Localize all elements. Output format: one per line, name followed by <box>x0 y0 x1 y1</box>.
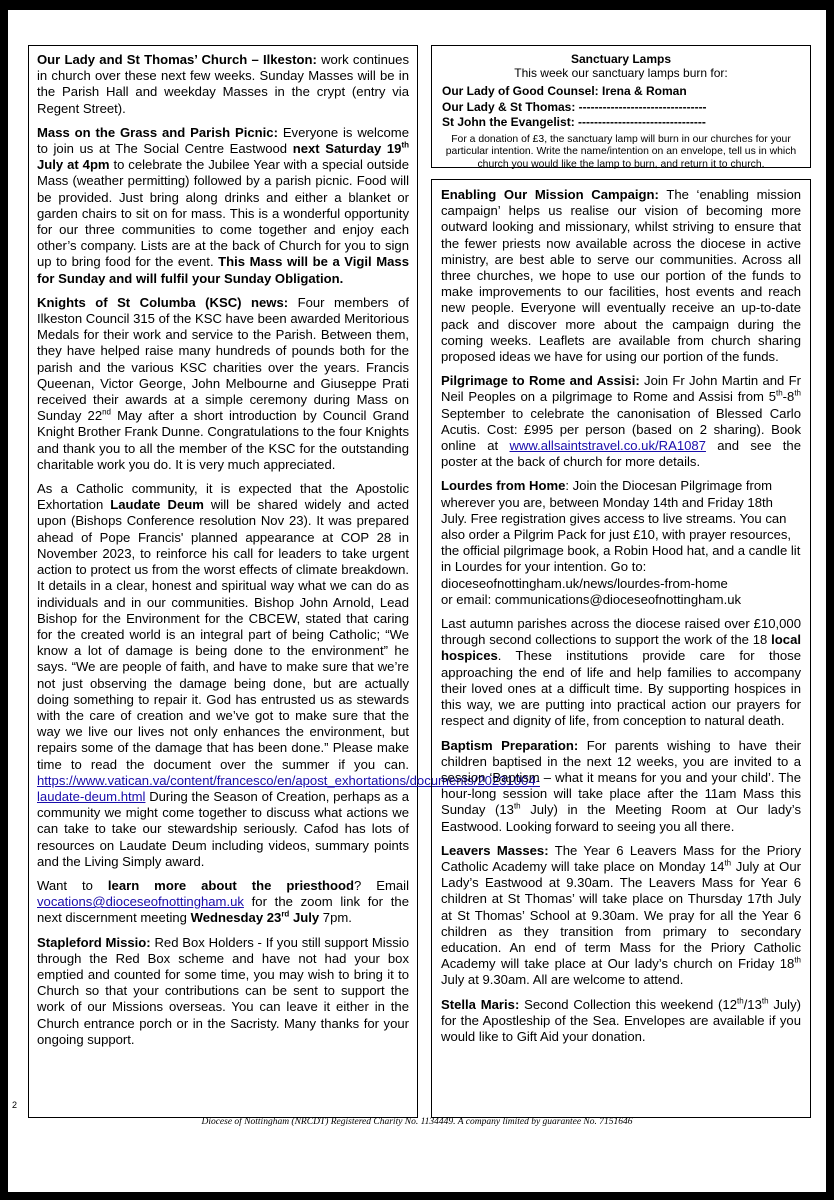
stella-maris-notice: Stella Maris: Second Collection this weekend (12th/13th July) for the Apostleship of the Sea. Envelopes are available if you would like to Gift Aid your donation. <box>441 996 801 1044</box>
sanctuary-lamps-title: Sanctuary Lamps <box>570 52 672 66</box>
lamp-row: St John the Evangelist: -------------------------------- <box>442 115 706 129</box>
right-column <box>431 179 811 1118</box>
page-number: 2 <box>12 1100 18 1110</box>
vocations-email-link[interactable]: vocations@dioceseofnottingham.uk <box>37 894 244 910</box>
charity-footer: Diocese of Nottingham (NRCDT) Registered Charity No. 1134449. A company limited by guarantee No. 7151646 <box>201 1117 633 1127</box>
sanctuary-lamps-subtitle: This week our sanctuary lamps burn for: <box>514 66 728 80</box>
stapleford-missio-notice: Stapleford Missio: Red Box Holders - If you still support Missio through the Red Box scheme and have not had your box emptied and counted for some time, you may wish to bring it to Church so that your contributions can be sent to support the work of our Missions overseas. You can leave it either in the Church entrance porch or in the Sacristy. Many thanks for your ongoing support. <box>37 934 409 1047</box>
ilkeston-church-notice: Our Lady and St Thomas’ Church – Ilkeston: work continues in church over these next few weeks. Sunday Masses will be in the Parish Hall and weekday Masses in the crypt (entry via Regent Street). <box>37 52 409 116</box>
mass-on-the-grass-notice: Mass on the Grass and Parish Picnic: Everyone is welcome to join us at The Social Centre Eastwood next Saturday 19th July at 4pm to celebrate the Jubilee Year with a special outside Mass (weather permitting) followed by a parish picnic. Food will be provided. Just bring along drinks and either a blanket or garden chairs to sit on for mass. This is a wonderful opportunity for our three communities to come together and enjoy each other’s company. Lists are at the back of Church for you to sign up to bring food for the event. This Mass will be a Vigil Mass for Sunday and will fulfil your Sunday Obligation. <box>37 124 410 286</box>
priesthood-notice: Want to learn more about the priesthood? Email vocations@dioceseofnottingham.uk for the zoom link for the next discernment meeting Wednesday 23rd July 7pm. <box>37 877 409 926</box>
left-column <box>28 45 540 1118</box>
newsletter-page <box>8 10 826 1192</box>
lourdes-notice: Lourdes from Home: Join the Diocesan Pilgrimage from wherever you are, between Monday 14th and Friday 18th July. Free registration gives access to live streams. You can also order a Pilgrim Pack for just £10, with prayer resources, the official pilgrimage book, a Robin Hood hat, and a candle lit in Lourdes for your intention. Go to: dioceseofnottingham.uk/news/lourdes-from-home or email: communications@dioceseofnottingham.uk <box>441 478 801 607</box>
laudate-deum-notice: As a Catholic community, it is expected that the Apostolic Exhortation Laudate Deum will be shared widely and acted upon (Bishops Conference resolution Nov 23). It was prepared ahead of Pope Francis' planned appearance at COP 28 in November 2023, to reinforce his call for leaders to take urgent action to protect us from the worst effects of climate breakdown. It details in a clear, honest and spiritual way what we can do as individuals and in our communities. Bishop John Arnold, Lead Bishop for the Environment for the CBCEW, stated that caring for the created world is an integral part of being Catholic; “We know a lot of damage is being done to the environment” he says. “We are people of faith, and have to make sure that we’re not just observing the damage being done, but are actually doing something to repair it. God has entrusted us as stewards with the care of creation and we’ve got to make sure that the way we live our lives not only enhances the environment, but repairs some of the damage that has been done.” Please make time to read the document over the summer if you can. https://www.vatican.va/content/francesco/en/apost_exhortations/documents/20231004-laudate-deum.html During the Season of Creation, perhaps as a community we might come together to discuss what actions we can take to take our stewardship seriously. Cafod has lots of resources on Laudate Deum including videos, summary points and the Living Simply award. <box>37 481 540 869</box>
pilgrimage-notice: Pilgrimage to Rome and Assisi: Join Fr John Martin and Fr Neil Peoples on a pilgrimage to Rome and Assisi from 5th-8th September to celebrate the canonisation of Blessed Carlo Acutis. Cost: £995 per person (based on 2 sharing). Book online at www.allsaintstravel.co.uk/RA1087 and see the poster at the back of church for more details. <box>441 373 801 470</box>
laudate-deum-link[interactable]: https://www.vatican.va/content/francesco/en/apost_exhortations/documents/20231004-laudate-deum.html <box>37 772 540 804</box>
hospices-notice: Last autumn parishes across the diocese raised over £10,000 through second collections to support the work of the 18 local hospices. These institutions provide care for those approaching the end of life and help families to accompany their loved ones at a difficult time. By supporting hospices in this way, we are putting into practical action our prayers for respect and dignity of life, from conception to natural death. <box>441 616 801 729</box>
sanctuary-lamps-box <box>431 45 811 168</box>
allsaints-travel-link[interactable]: www.allsaintstravel.co.uk/RA1087 <box>509 438 706 454</box>
baptism-notice: Baptism Preparation: For parents wishing to have their children baptised in the next 12 weeks, you are invited to a session ‘Baptism – what it means for you and your child’. The hour-long session will take place after the 11am Mass this Sunday (13th July) in the Meeting Room at Our lady’s Eastwood. Looking forward to seeing you all there. <box>441 737 802 834</box>
leavers-masses-notice: Leavers Masses: The Year 6 Leavers Mass for the Priory Catholic Academy will take place on Monday 14th July at Our Lady’s Eastwood at 9.30am. The Leavers Mass for Year 6 children at St Thomas’ will take place on Thursday 17th July at St Thomas’ School at 9.30am. We pray for all the Year 6 children as they transition from primary to secondary education. An end of term Mass for the Priory Catholic Academy will take place at Our lady’s church on Friday 18th July at 9.30am. All are welcome to attend. <box>441 842 801 988</box>
enabling-mission-notice: Enabling Our Mission Campaign: The ‘enabling mission campaign’ helps us realise our vision of becoming more outward looking and missionary, whilst striving to ensure that the fewer priests now available across the diocese in active ministry, are best able to serve our communities. Across all three churches, we hope to use our portion of the funds to make improvements to our facilities, host events and reach new people. Everyone will eventually receive an up-to-date pack and discover more about the campaign during the coming weeks. Leaflets are available from church sharing proposed ideas we have for using our portion of the funds. <box>441 187 802 365</box>
knights-of-st-columba-notice: Knights of St Columba (KSC) news: Four members of Ilkeston Council 315 of the KSC have been awarded Meritorious Medals for their work and service to the Parish. Between them, they have helped raise many hundreds of pounds both for the parish and the various KSC charities over the years. Francis Queenan, Victor George, John Melbourne and Giuseppe Prati received their awards at a simple ceremony during Mass on Sunday 22nd May after a short introduction by Council Grand Knight Brother Frank Dunne. Congratulations to the four Knights and thank you to all the member of the KSC for the outstanding charitable work you do. It is very much appreciated. <box>37 294 410 472</box>
lamp-row: Our Lady of Good Counsel: Irena & Roman <box>442 84 687 98</box>
sanctuary-lamps-note: For a donation of £3, the sanctuary lamp will burn in our churches for your particular intention. Write the name/intention on an envelope, tell us in which church you would like the lamp to burn, and return it to church. <box>445 133 797 170</box>
lamp-row: Our Lady & St Thomas: -------------------------------- <box>442 99 707 114</box>
